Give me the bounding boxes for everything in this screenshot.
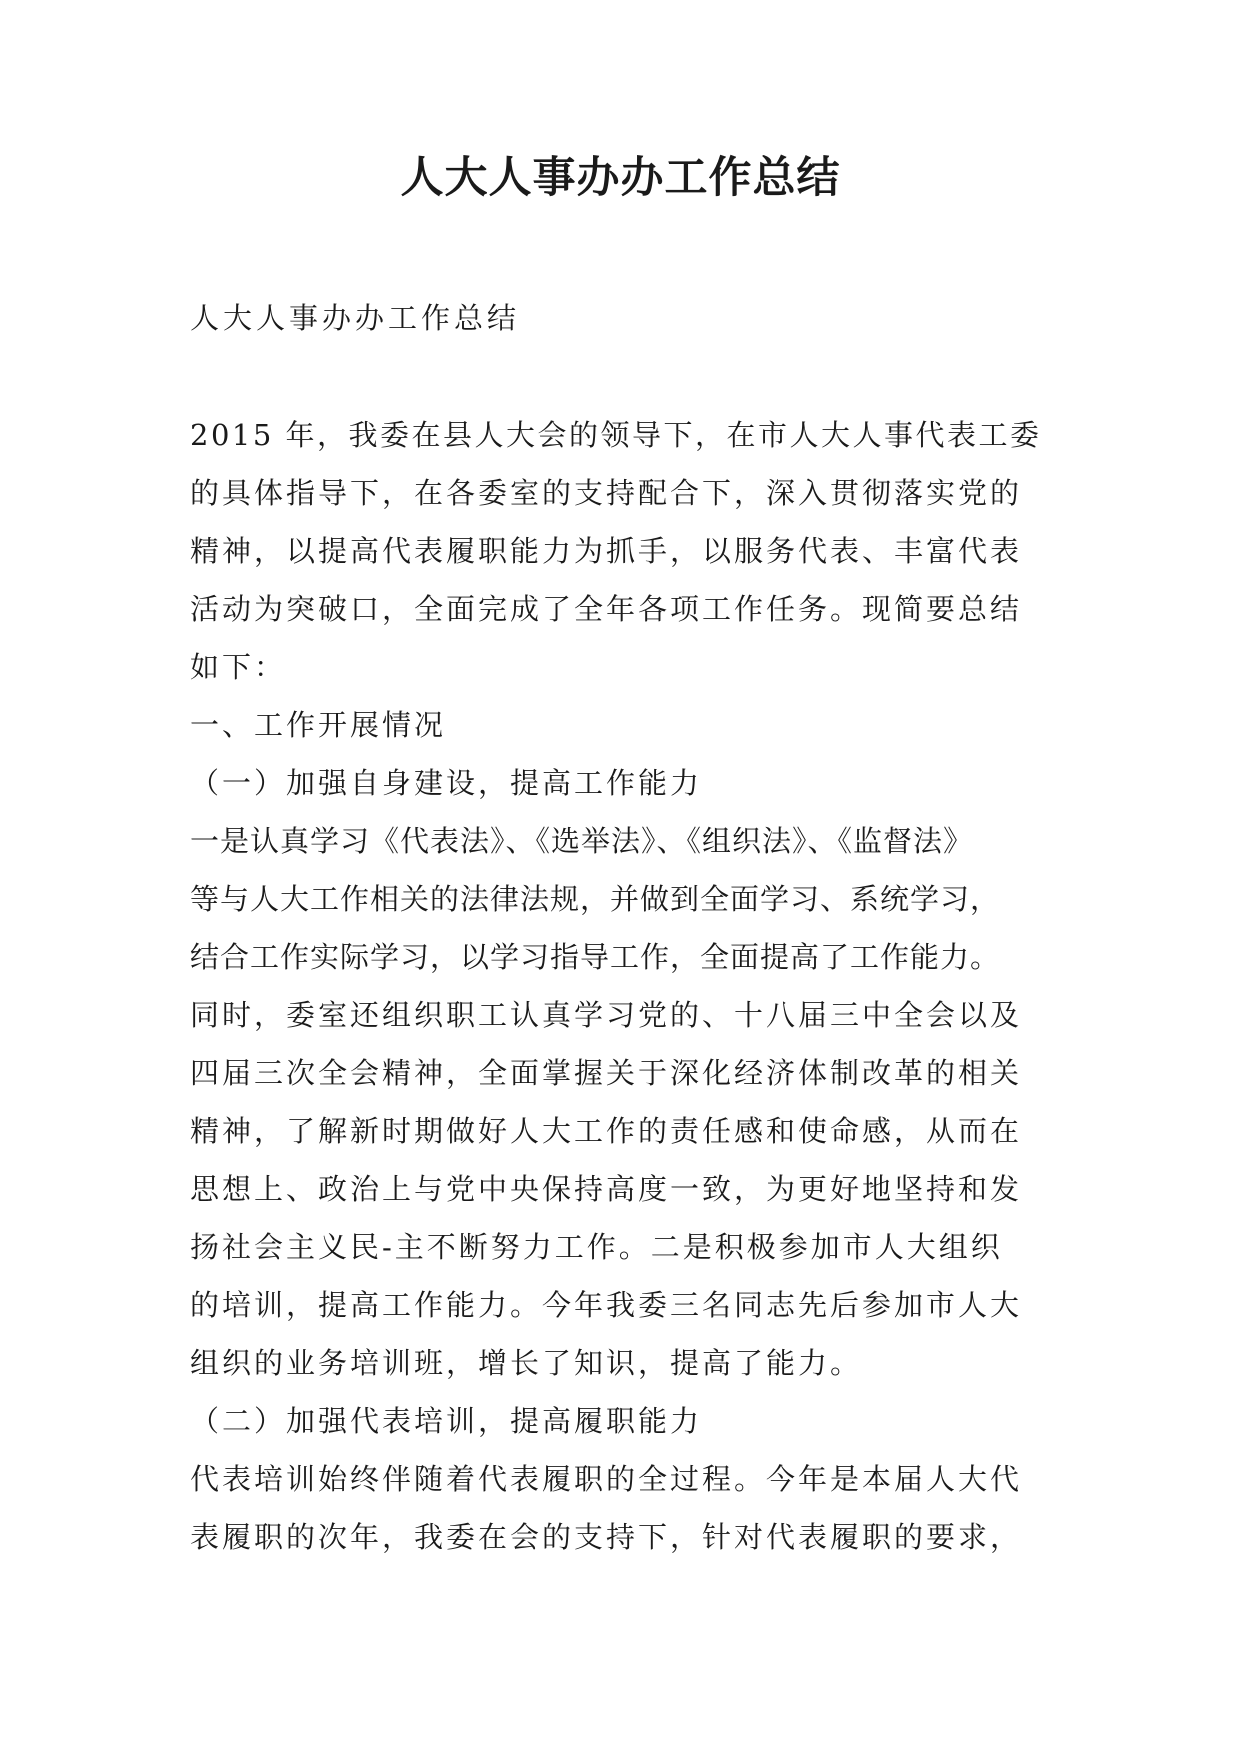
body-line: 扬社会主义民-主不断努力工作。二是积极参加市人大组织 xyxy=(190,1230,1003,1264)
body-line: 组织的业务培训班，增长了知识，提高了能力。 xyxy=(190,1346,863,1380)
document-subtitle: 人大人事办办工作总结 xyxy=(190,301,521,335)
body-line: 的培训，提高工作能力。今年我委三名同志先后参加市人大 xyxy=(190,1288,1023,1322)
body-line: 精神，了解新时期做好人大工作的责任感和使命感，从而在 xyxy=(190,1114,1023,1148)
body-line: 2015 年，我委在县人大会的领导下，在市人大人事代表工委 xyxy=(190,418,1042,452)
body-line: 如下： xyxy=(190,650,287,684)
document-body xyxy=(190,406,1052,1566)
body-line: 的具体指导下，在各委室的支持配合下，深入贯彻落实党的 xyxy=(190,476,1023,510)
body-line: 精神，以提高代表履职能力为抓手，以服务代表、丰富代表 xyxy=(190,534,1023,568)
body-line: 代表培训始终伴随着代表履职的全过程。今年是本届人大代 xyxy=(190,1462,1023,1496)
subsection-heading: （二）加强代表培训，提高履职能力 xyxy=(190,1404,703,1438)
body-line: 活动为突破口，全面完成了全年各项工作任务。现简要总结 xyxy=(190,592,1023,626)
body-line: 一是认真学习《代表法》、《选举法》、《组织法》、《监督法》 xyxy=(190,824,974,858)
body-line: 结合工作实际学习，以学习指导工作，全面提高了工作能力。 xyxy=(190,940,1001,974)
body-line: 等与人大工作相关的法律法规，并做到全面学习、系统学习， xyxy=(190,882,1001,916)
subsection-heading: （一）加强自身建设，提高工作能力 xyxy=(190,766,703,800)
body-line: 表履职的次年，我委在会的支持下，针对代表履职的要求， xyxy=(190,1520,1023,1554)
section-heading: 一、工作开展情况 xyxy=(190,708,447,742)
body-line: 思想上、政治上与党中央保持高度一致，为更好地坚持和发 xyxy=(190,1172,1023,1206)
body-line: 四届三次全会精神，全面掌握关于深化经济体制改革的相关 xyxy=(190,1056,1023,1090)
body-line: 同时，委室还组织职工认真学习党的、十八届三中全会以及 xyxy=(190,998,1023,1032)
document-title: 人大人事办办工作总结 xyxy=(400,153,841,203)
